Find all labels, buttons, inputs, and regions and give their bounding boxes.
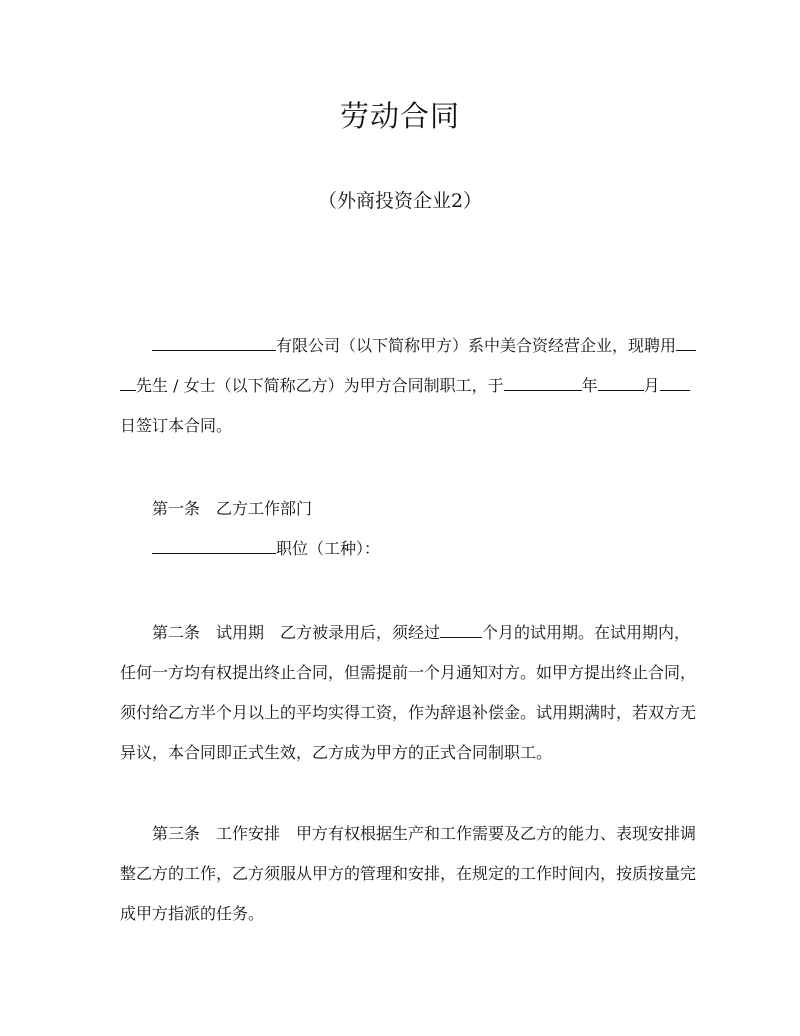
article-3 <box>120 814 697 934</box>
article-3-line-1-text: 甲方有权根据生产和工作需要及乙方的能力、表现安排调 <box>296 824 697 843</box>
contract-subtitle: （外商投资企业2） <box>317 190 483 212</box>
department-blank <box>152 537 276 554</box>
article-2-title: 试用期 <box>216 623 265 642</box>
employee-name-blank-start <box>676 334 696 351</box>
probation-months-blank <box>440 621 482 638</box>
article-2-line-2: 任何一方均有权提出终止合同，但需提前一个月通知对方。如甲方提出终止合同， <box>120 663 697 682</box>
article-1-title: 乙方工作部门 <box>216 499 313 518</box>
intro-line-2-text: 先生 / 女士（以下简称乙方）为甲方合同制职工，于 <box>136 376 504 395</box>
article-1 <box>120 489 688 569</box>
article-2-line-3: 须付给乙方半个月以上的平均实得工资，作为辞退补偿金。试用期满时，若双方无 <box>120 703 697 722</box>
article-2-line-1 <box>120 613 691 653</box>
position-label: 职位（工种）： <box>276 539 381 558</box>
contract-title: 劳动合同 <box>339 99 460 133</box>
article-1-line-1 <box>120 489 688 529</box>
article-1-line-2 <box>120 529 688 569</box>
article-3-title: 工作安排 <box>216 824 281 843</box>
intro-line-1-text: 有限公司（以下简称甲方）系中美合资经营企业，现聘用 <box>276 336 677 355</box>
article-3-line-2: 整乙方的工作，乙方须服从甲方的管理和安排，在规定的工作时间内，按质按量完 <box>120 864 697 883</box>
article-2-line-1-text-b: 个月的试用期。在试用期内， <box>482 623 691 642</box>
intro-paragraph <box>120 326 688 446</box>
month-blank <box>598 374 644 391</box>
article-2-line-1-text-a: 乙方被录用后，须经过 <box>280 623 441 642</box>
intro-line-2 <box>120 366 688 406</box>
year-label: 年 <box>581 376 598 395</box>
intro-line-3 <box>120 406 688 446</box>
day-blank <box>660 374 690 391</box>
article-2 <box>120 613 697 773</box>
article-3-heading: 第三条 <box>152 824 201 843</box>
article-3-line-3: 成甲方指派的任务。 <box>120 904 265 923</box>
month-label: 月 <box>643 376 660 395</box>
intro-line-3-text: 日签订本合同。 <box>120 416 233 435</box>
company-name-blank <box>152 334 276 351</box>
article-2-heading: 第二条 <box>152 623 201 642</box>
intro-line-1 <box>120 326 688 366</box>
article-2-line-4: 异议，本合同即正式生效，乙方成为甲方的正式合同制职工。 <box>120 743 553 762</box>
article-3-line-1 <box>120 814 697 854</box>
year-blank <box>504 374 582 391</box>
employee-name-blank-end <box>120 374 136 391</box>
article-1-heading: 第一条 <box>152 499 201 518</box>
